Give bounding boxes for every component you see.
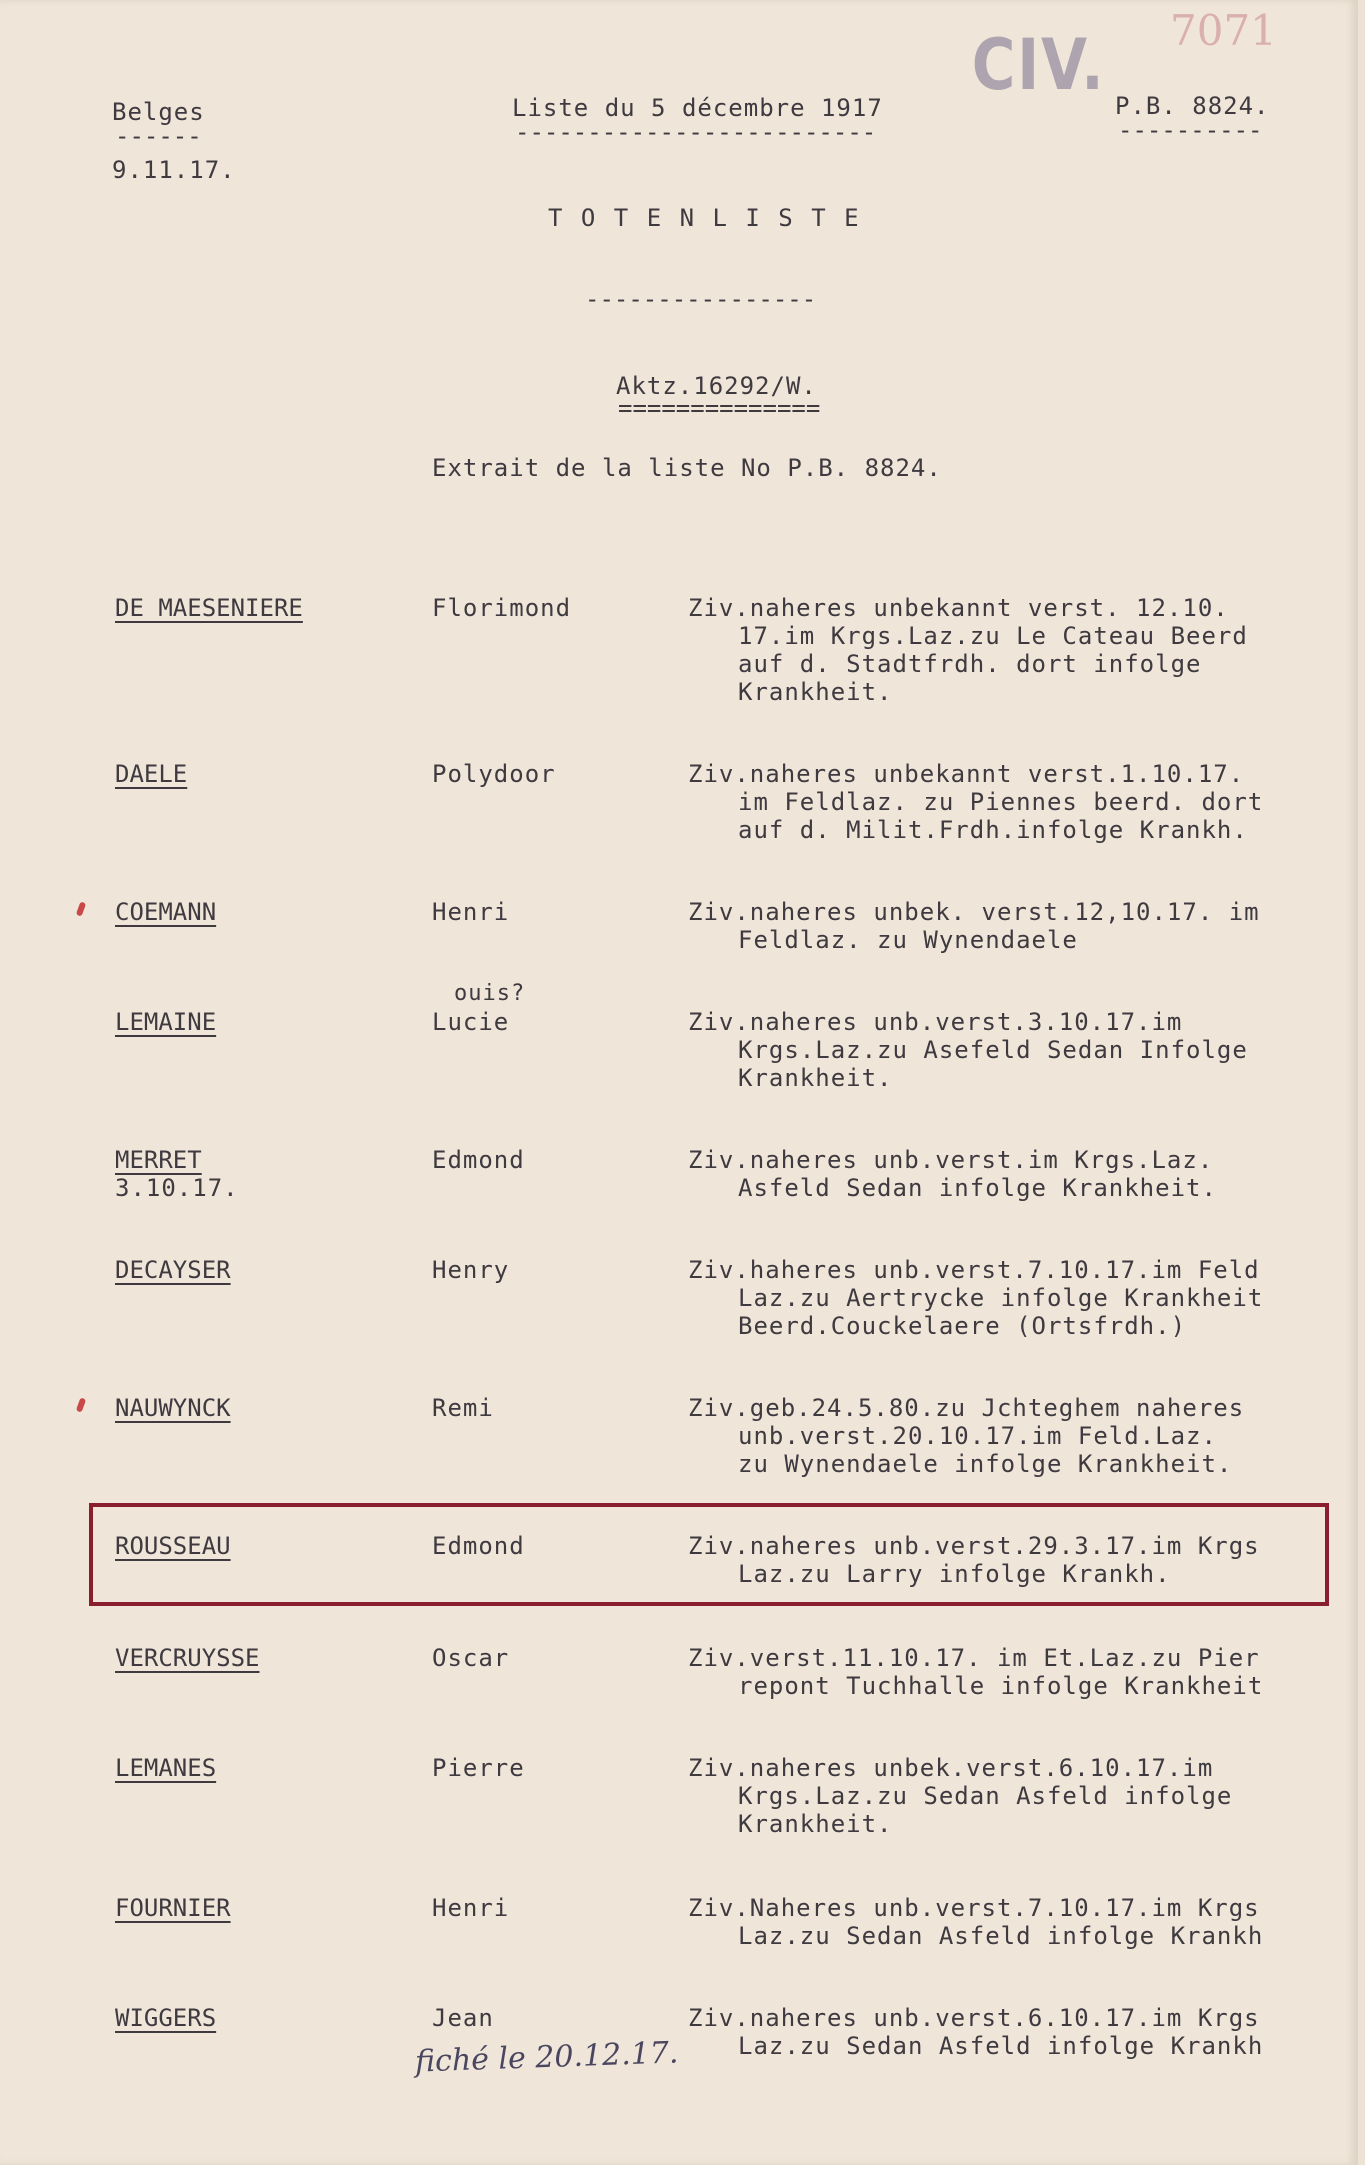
header-right-dashes: ---------- [1118, 116, 1263, 144]
surname-text: COEMANN [115, 898, 217, 926]
given-name [432, 1754, 525, 1782]
detail-line: 17.im Krgs.Laz.zu Le Cateau Beerd [738, 622, 1248, 650]
detail-line: Laz.zu Larry infolge Krankh. [738, 1560, 1171, 1588]
detail-line: Ziv.naheres unb.verst.im Krgs.Laz. [688, 1146, 1214, 1174]
detail-line: Laz.zu Sedan Asfeld infolge Krankh [738, 2032, 1264, 2060]
details [688, 760, 1263, 844]
detail-line: Ziv.naheres unbek. verst.12,10.17. im [688, 898, 1260, 926]
detail-line: Krankheit. [738, 1064, 893, 1092]
details [688, 1754, 1232, 1838]
details [688, 898, 1260, 954]
detail-line: Asfeld Sedan infolge Krankheit. [738, 1174, 1217, 1202]
detail-line: auf d. Milit.Frdh.infolge Krankh. [738, 816, 1248, 844]
surname-text: MERRET [115, 1146, 202, 1174]
given-name-text: Henri [432, 898, 510, 926]
details [688, 1008, 1248, 1092]
header-center-title: Liste du 5 décembre 1917 [512, 94, 883, 122]
surname-text: NAUWYNCK [115, 1394, 231, 1422]
surname [115, 1754, 216, 1782]
given-name-text: Oscar [432, 1644, 510, 1672]
given-name [432, 1894, 509, 1922]
surname-text: DAELE [115, 760, 188, 788]
given-name-text: Florimond [432, 594, 572, 622]
given-name [432, 2004, 494, 2032]
detail-line: Krankheit. [738, 1810, 893, 1838]
stamp-number: 7071 [1170, 6, 1277, 55]
detail-line: im Feldlaz. zu Piennes beerd. dort [738, 788, 1264, 816]
header-right-ref: P.B. 8824. [1115, 92, 1270, 120]
detail-line: Ziv.naheres unbek.verst.6.10.17.im [688, 1754, 1214, 1782]
civ-stamp: CIV. [971, 24, 1106, 106]
detail-line: Ziv.naheres unbekannt verst.1.10.17. [688, 760, 1245, 788]
detail-line: Feldlaz. zu Wynendaele [738, 926, 1078, 954]
detail-line: zu Wynendaele infolge Krankheit. [738, 1450, 1233, 1478]
surname-text: LEMANES [115, 1754, 217, 1782]
detail-line: Ziv.naheres unb.verst.29.3.17.im Krgs [688, 1532, 1260, 1560]
detail-line: Ziv.haheres unb.verst.7.10.17.im Feld [688, 1256, 1260, 1284]
given-name [432, 1256, 509, 1284]
title-dashes: ---------------- [585, 285, 817, 313]
extrait-line: Extrait de la liste No P.B. 8824. [432, 454, 942, 482]
surname [115, 760, 187, 788]
detail-line: Ziv.verst.11.10.17. im Et.Laz.zu Pier [688, 1644, 1260, 1672]
surname-text: VERCRUYSSE [115, 1644, 260, 1672]
given-name [432, 1146, 525, 1174]
highlight-box [89, 1503, 1329, 1606]
detail-line: unb.verst.20.10.17.im Feld.Laz. [738, 1422, 1217, 1450]
details [688, 2004, 1263, 2060]
detail-line: Ziv.naheres unbekannt verst. 12.10. [688, 594, 1229, 622]
surname-text: LEMAINE [115, 1008, 217, 1036]
given-name [432, 898, 509, 926]
surname-text: ROUSSEAU [115, 1532, 231, 1560]
given-name-text: Edmond [432, 1532, 525, 1560]
given-name-note: ouis? [454, 981, 526, 1006]
aktz-reference: Aktz.16292/W. [616, 372, 817, 400]
surname-text: DE MAESENIERE [115, 594, 303, 622]
given-name [432, 1394, 494, 1422]
given-name-text: Polydoor [432, 760, 556, 788]
details [688, 1894, 1263, 1950]
handwritten-note: fiché le 20.12.17. [414, 2035, 679, 2080]
aktz-double-rule: ============== [618, 394, 821, 422]
given-name [432, 1644, 509, 1672]
detail-line: Ziv.geb.24.5.80.zu Jchteghem naheres [688, 1394, 1245, 1422]
surname [115, 898, 216, 926]
given-name-text: Pierre [432, 1754, 525, 1782]
details [688, 1256, 1263, 1340]
given-name-text: Henri [432, 1894, 510, 1922]
given-name-text: Remi [432, 1394, 494, 1422]
given-name-text: Lucie [432, 1008, 510, 1036]
details [688, 1146, 1217, 1202]
detail-line: Krgs.Laz.zu Sedan Asfeld infolge [738, 1782, 1233, 1810]
given-name-text: Jean [432, 2004, 494, 2032]
details [688, 1394, 1244, 1478]
header-center-dashes: ------------------------- [515, 118, 877, 146]
detail-line: auf d. Stadtfrdh. dort infolge [738, 650, 1202, 678]
red-tick-mark [76, 901, 86, 916]
detail-line: Krankheit. [738, 678, 893, 706]
surname-text: DECAYSER [115, 1256, 231, 1284]
red-tick-mark [76, 1397, 86, 1412]
main-title: T O T E N L I S T E [548, 204, 861, 232]
details [688, 1644, 1263, 1700]
surname [115, 1008, 216, 1036]
header-left-dashes: ------ [115, 122, 202, 150]
given-name-text: Edmond [432, 1146, 525, 1174]
detail-line: Ziv.naheres unb.verst.6.10.17.im Krgs [688, 2004, 1260, 2032]
given-name-text: Henry [432, 1256, 510, 1284]
surname [115, 1394, 231, 1422]
given-name [432, 760, 556, 788]
surname [115, 1146, 202, 1174]
detail-line: Laz.zu Sedan Asfeld infolge Krankh [738, 1922, 1264, 1950]
surname [115, 1894, 231, 1922]
given-name [432, 594, 571, 622]
surname [115, 594, 303, 622]
detail-line: Laz.zu Aertrycke infolge Krankheit [738, 1284, 1264, 1312]
detail-line: Ziv.naheres unb.verst.3.10.17.im [688, 1008, 1183, 1036]
header-left-date: 9.11.17. [112, 156, 236, 184]
given-name [432, 981, 526, 1036]
surname [115, 1256, 231, 1284]
surname-date: 3.10.17. [115, 1174, 239, 1202]
detail-line: Beerd.Couckelaere (Ortsfrdh.) [738, 1312, 1187, 1340]
header-left-label: Belges [112, 98, 205, 126]
surname [115, 2004, 216, 2032]
detail-line: Ziv.Naheres unb.verst.7.10.17.im Krgs [688, 1894, 1260, 1922]
details [688, 594, 1248, 706]
surname-text: WIGGERS [115, 2004, 217, 2032]
detail-line: repont Tuchhalle infolge Krankheit [738, 1672, 1264, 1700]
surname [115, 1644, 260, 1672]
detail-line: Krgs.Laz.zu Asefeld Sedan Infolge [738, 1036, 1248, 1064]
surname-text: FOURNIER [115, 1894, 231, 1922]
